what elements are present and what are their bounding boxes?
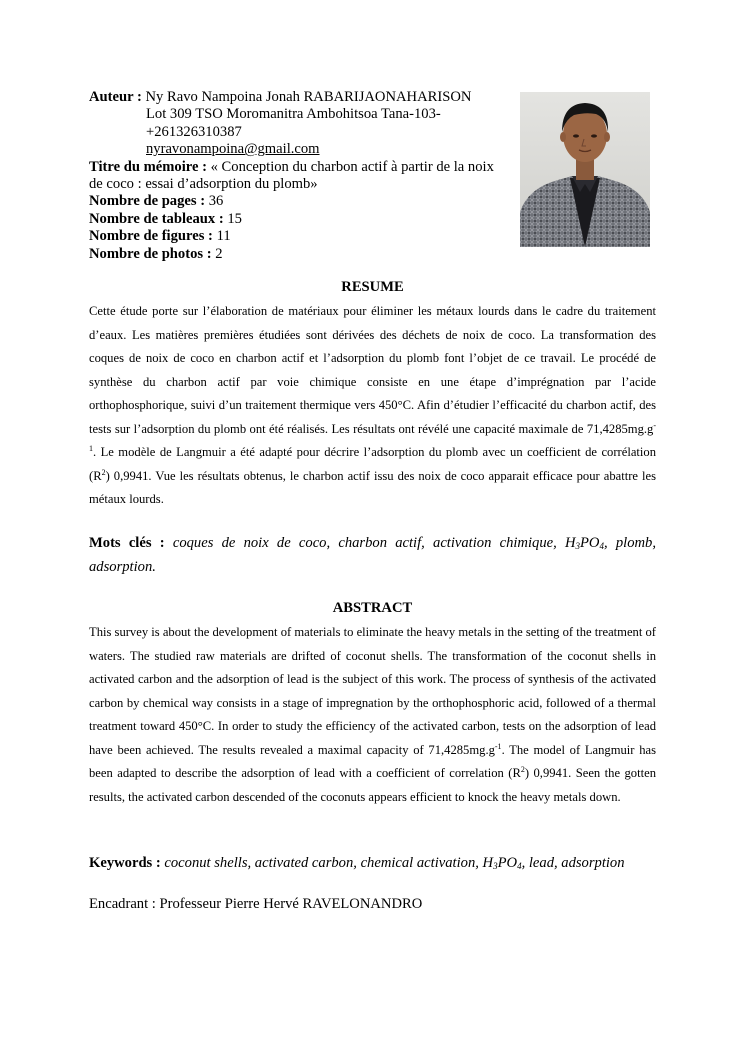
resume-heading: RESUME xyxy=(341,279,404,295)
resume-keywords-part2: PO xyxy=(580,535,600,551)
author-phone: +261326310387 xyxy=(146,123,242,140)
figures-value: 11 xyxy=(216,228,231,245)
photos-value: 2 xyxy=(215,245,223,262)
resume-keywords-list xyxy=(89,535,656,575)
resume-text-part1: Cette étude porte sur l’élaboration de matériaux pour éliminer les métaux lourds dans le cadre du traitement d’eaux. Les matières premières étudiées sont dérivées des déchets de noix de coco. La transformation des coques de noix de coco en charbon actif et l’adsorption du plomb font l’objet de ce travail. Le procédé de synthèse du charbon actif par voie chimique consiste en une étape d’imprégnation par l’acide orthophosphorique, suivi d’un traitement thermique vers 450°C. Afin d’étudier l’efficacité du charbon actif, des tests sur l’adsorption du plomb ont été réalisés. Les résultats ont révélé une capacité maximale de 71,4285mg.g xyxy=(89,304,656,436)
abstract-keywords-part1: coconut shells, activated carbon, chemical activation, H xyxy=(164,855,494,871)
abstract-keywords-label: Keywords : xyxy=(89,855,161,871)
abstract-keywords-part3: , lead, adsorption xyxy=(521,855,625,871)
resume-keywords-part1: coques de noix de coco, charbon actif, activation chimique, H xyxy=(172,535,576,551)
tables-value: 15 xyxy=(227,210,242,227)
author-email-link[interactable]: nyravonampoina@gmail.com xyxy=(146,141,320,158)
thesis-title-line1: « Conception du charbon actif à partir de la noix xyxy=(210,158,494,175)
pages-count-row xyxy=(89,193,514,210)
author-portrait-photo xyxy=(520,92,650,247)
abstract-paragraph xyxy=(89,621,656,809)
abstract-heading: ABSTRACT xyxy=(332,600,413,616)
thesis-title-label: Titre du mémoire : xyxy=(89,158,207,175)
photos-label: Nombre de photos : xyxy=(89,245,212,262)
tables-count-row xyxy=(89,211,514,228)
abstract-text-part2: . The model of Langmuir has been adapted to describe the adsorption of lead with a coefficient of correlation (R xyxy=(89,742,656,780)
abstract-text-part3: ) 0,9941. Seen the gotten results, the activated carbon descended of the coconuts appears efficient to knock the heavy metals down. xyxy=(89,766,656,804)
pages-value: 36 xyxy=(208,193,224,210)
resume-paragraph xyxy=(89,300,656,512)
abstract-keywords-sub2: 4 xyxy=(517,861,522,871)
resume-text-part3: ) 0,9941. Vue les résultats obtenus, le charbon actif issu des noix de coco apparait efficace pour abattre les métaux lourds. xyxy=(89,468,656,506)
thesis-title-line2: de coco : essai d’adsorption du plomb» xyxy=(89,176,318,193)
abstract-r-squared-exponent: 2 xyxy=(520,765,525,774)
resume-keywords-sub2: 4 xyxy=(599,541,604,551)
pages-label: Nombre de pages : xyxy=(89,193,206,210)
author-label: Auteur : xyxy=(89,89,142,105)
thesis-title-row xyxy=(89,159,514,176)
photos-count-row xyxy=(89,246,514,263)
figures-label: Nombre de figures : xyxy=(89,228,213,245)
resume-keywords-part3: , plomb, adsorption. xyxy=(89,535,656,575)
author-info-block xyxy=(89,89,514,263)
abstract-keywords xyxy=(89,851,656,875)
abstract-keywords-list xyxy=(164,855,624,871)
abstract-text-part1: This survey is about the development of materials to eliminate the heavy metals in the setting of the treatment of waters. The studied raw materials are drifted of coconut shells. The transformation of the coconut shells in activated carbon and the adsorption of lead is the subject of this work. The process of synthesis of the activated carbon by chemical way consists in a stage of impregnation by the orthophosphoric acid, followed of a thermal treatment toward 450°C. In order to study the efficiency of the activated carbon, tests on the adsorption of lead have been achieved. The results revealed a maximal capacity of 71,4285mg.g xyxy=(89,625,656,757)
resume-keywords-label: Mots clés : xyxy=(89,535,165,551)
abstract-unit-exponent: -1 xyxy=(494,741,502,751)
supervisor-line: Encadrant : Professeur Pierre Hervé RAVELONANDRO xyxy=(89,896,423,912)
abstract-keywords-sub1: 3 xyxy=(493,861,498,871)
resume-keywords-sub1: 3 xyxy=(575,541,581,551)
resume-text-part2: . Le modèle de Langmuir a été adapté pour décrire l’adsorption du plomb avec un coefficient de corrélation (R xyxy=(89,445,656,483)
resume-keywords xyxy=(89,531,656,579)
resume-r-squared-exponent: 2 xyxy=(101,467,106,477)
author-address: Lot 309 TSO Moromanitra Ambohitsoa Tana-103- xyxy=(146,106,441,123)
abstract-keywords-part2: PO xyxy=(497,855,518,871)
resume-unit-exponent: -1 xyxy=(89,420,656,453)
figures-count-row xyxy=(89,228,514,245)
tables-label: Nombre de tableaux : xyxy=(89,210,224,227)
author-name: Ny Ravo Nampoina Jonah RABARIJAONAHARISON xyxy=(145,89,472,105)
author-row xyxy=(89,89,514,106)
